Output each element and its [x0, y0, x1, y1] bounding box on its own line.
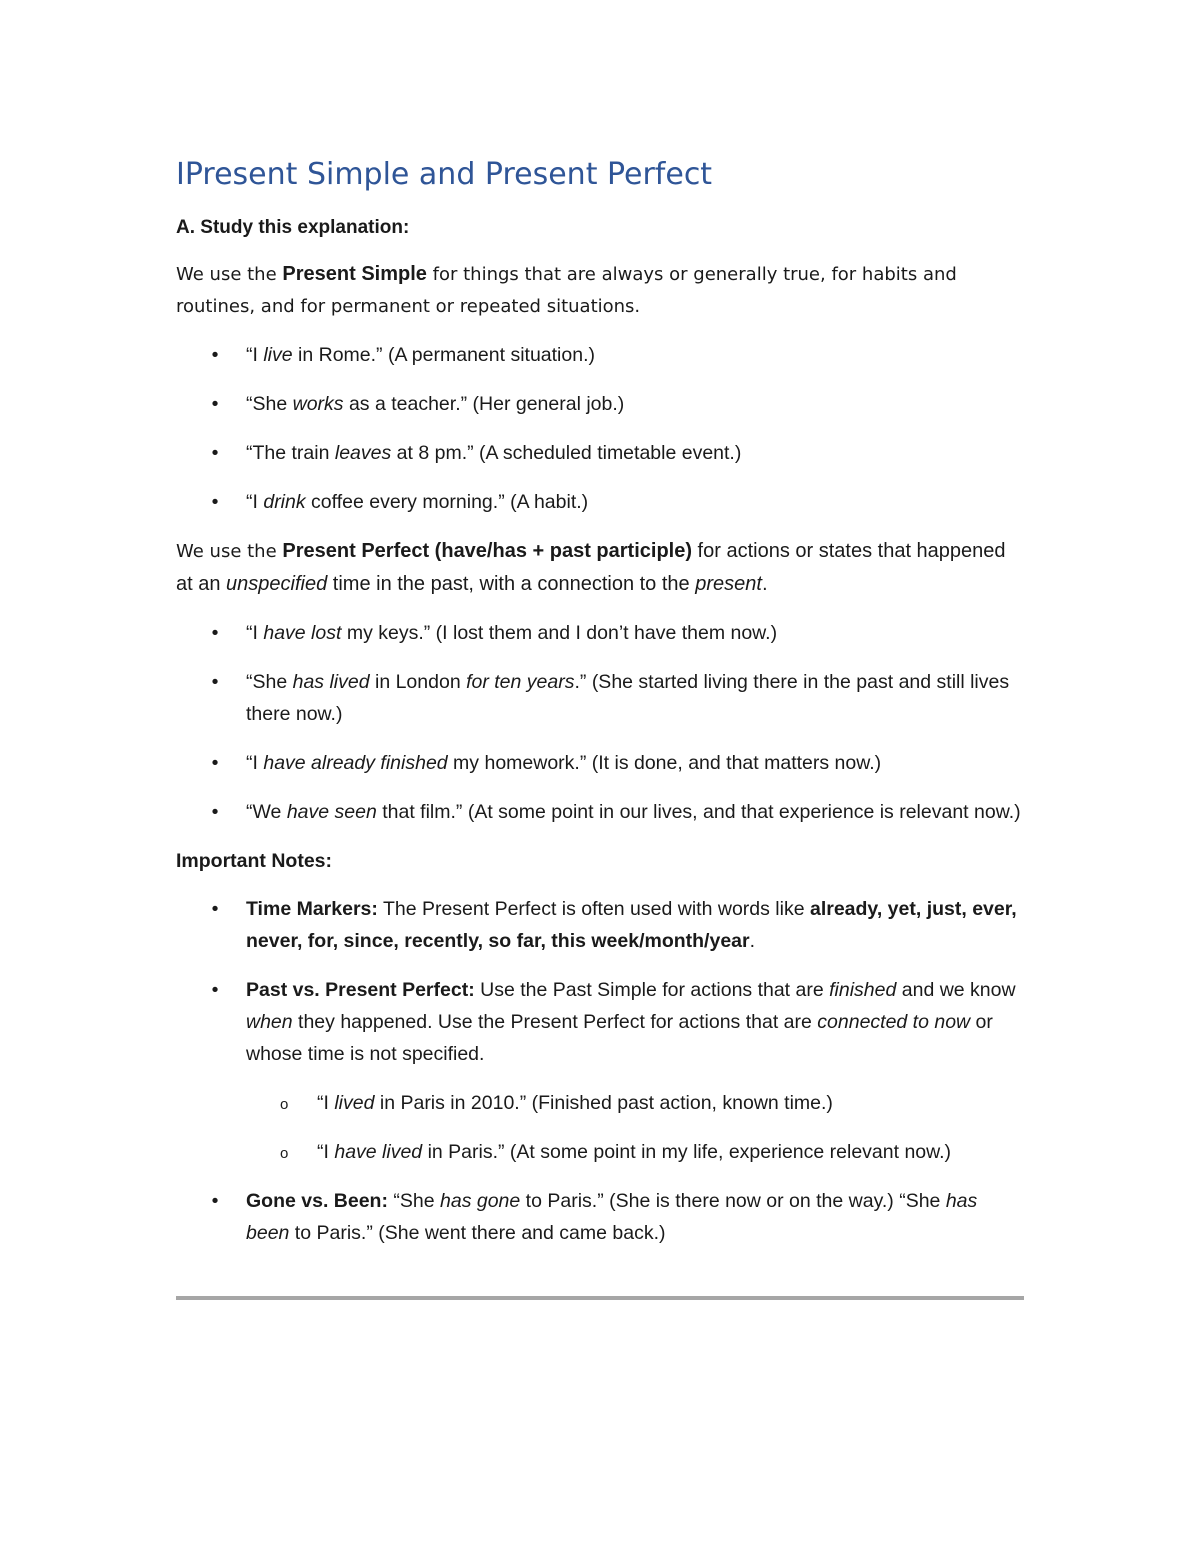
circle-bullet-icon: o [280, 1096, 289, 1113]
horizontal-rule [176, 1296, 1024, 1300]
list-item: o “I lived in Paris in 2010.” (Finished past action, known time.) [246, 1087, 1026, 1119]
list-item: • “I drink coffee every morning.” (A habit.) [176, 486, 1026, 518]
list-item: o “I have lived in Paris.” (At some point in my life, experience relevant now.) [246, 1136, 1026, 1168]
bullet-icon: • [211, 491, 219, 513]
present-perfect-intro: We use the Present Perfect (have/has + past participle) for actions or states that happened at an unspecified time in the past, with a connection to the present. [176, 540, 1006, 595]
bullet-icon: • [211, 442, 219, 464]
notes-heading: Important Notes: [176, 850, 332, 872]
bullet-icon: • [211, 752, 219, 774]
bullet-icon: • [211, 393, 219, 415]
note-past-vs-present-perfect: • Past vs. Present Perfect: Use the Past Simple for actions that are finished and we know when they happened. Use the Present Perfect for actions that are connected to now or whose time is not specified. o “I lived in Paris in 2010.” (Finished past action, known time.) o “I have lived in Paris.” (At some point in my life, experience relevant now.) [176, 974, 1026, 1168]
page-title: IPresent Simple and Present Perfect [176, 157, 713, 192]
present-simple-examples [176, 339, 1026, 518]
note-gone-vs-been: • Gone vs. Been: “She has gone to Paris.” (She is there now or on the way.) “She has been to Paris.” (She went there and came back.) [176, 1185, 1026, 1249]
bullet-icon: • [211, 344, 219, 366]
list-item: • “We have seen that film.” (At some point in our lives, and that experience is relevant now.) [176, 796, 1026, 828]
list-item: • “The train leaves at 8 pm.” (A scheduled timetable event.) [176, 437, 1026, 469]
list-item: • “She has lived in London for ten years.” (She started living there in the past and still lives there now.) [176, 666, 1026, 730]
past-vs-examples [246, 1087, 1026, 1168]
circle-bullet-icon: o [280, 1145, 289, 1162]
list-item: • “She works as a teacher.” (Her general job.) [176, 388, 1026, 420]
bullet-icon: • [211, 898, 219, 920]
section-heading: A. Study this explanation: [176, 217, 410, 238]
present-perfect-examples [176, 617, 1026, 828]
bullet-icon: • [211, 1190, 219, 1212]
list-item: • “I have already finished my homework.” (It is done, and that matters now.) [176, 747, 1026, 779]
document-page [176, 150, 1026, 1266]
bullet-icon: • [211, 801, 219, 823]
list-item: • “I live in Rome.” (A permanent situation.) [176, 339, 1026, 371]
list-item: • “I have lost my keys.” (I lost them and I don’t have them now.) [176, 617, 1026, 649]
note-time-markers: • Time Markers: The Present Perfect is often used with words like already, yet, just, ever, never, for, since, recently, so far, this week/month/year. [176, 893, 1026, 957]
bullet-icon: • [211, 979, 219, 1001]
notes-list [176, 893, 1026, 1249]
bullet-icon: • [211, 671, 219, 693]
bullet-icon: • [211, 622, 219, 644]
present-simple-intro: We use the Present Simple for things that are always or generally true, for habits and routines, and for permanent or repeated situations. [176, 263, 957, 317]
